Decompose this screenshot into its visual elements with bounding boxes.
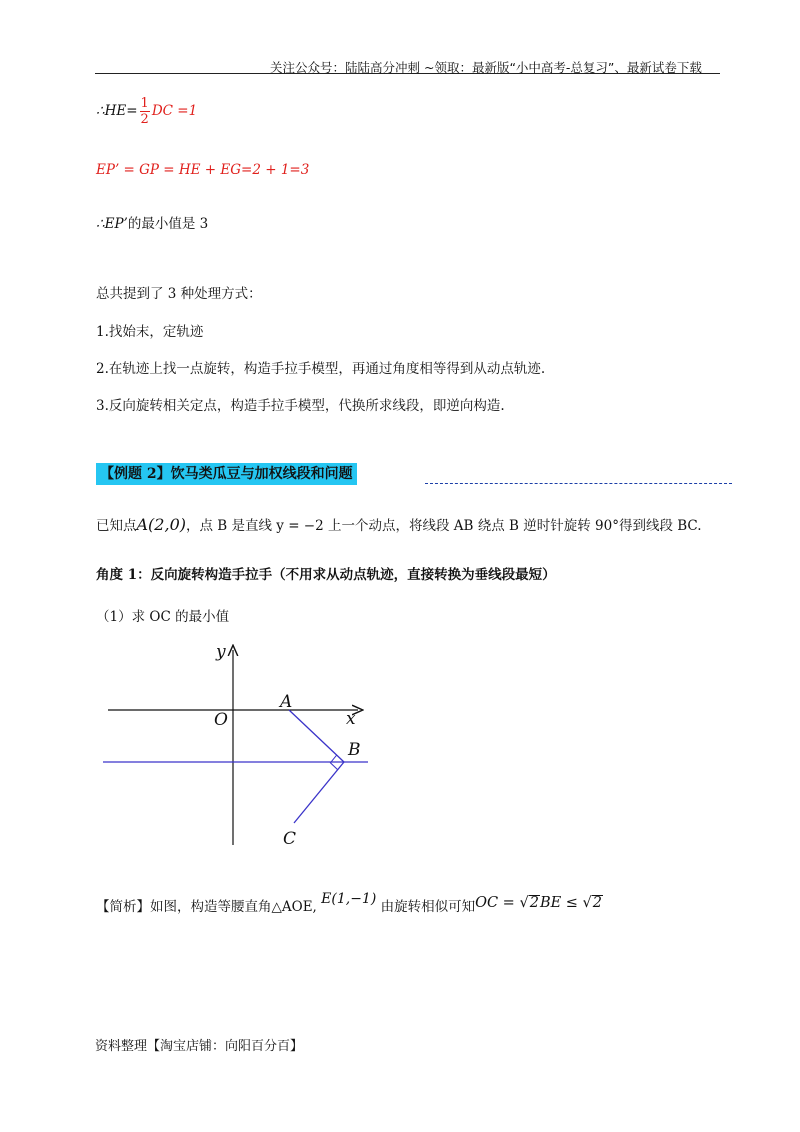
sqrt-2-first: 2	[529, 895, 539, 911]
analysis-line	[96, 891, 603, 915]
page-header: 关注公众号：陆陆高分冲刺 ~领取：最新版“小中高考-总复习”、最新试卷下载	[270, 60, 702, 75]
fraction-denominator: 2	[140, 112, 149, 127]
min-rest: 的最小值是 3	[127, 216, 209, 232]
he-rest: DC =1	[151, 103, 198, 119]
label-b: B	[348, 740, 361, 760]
point-e-coord: E(1,−1)	[321, 891, 377, 907]
summary-item-2: 2.在轨迹上找一点旋转，构造手拉手模型，再通过角度相等得到从动点轨迹.	[96, 361, 546, 377]
summary-intro: 总共提到了 3 种处理方式：	[96, 286, 262, 302]
sqrt-2-second: 2	[592, 895, 603, 911]
he-prefix: ∴HE=	[96, 103, 138, 119]
formula-part-be: BE ≤	[539, 895, 578, 911]
point-a-coord: A(2,0)	[136, 515, 186, 534]
label-x: x	[346, 709, 356, 729]
ep-equation: EP’ = GP = HE + EG=2 + 1=3	[96, 162, 310, 178]
problem-text-b: ，点 B 是直线 y = −2 上一个动点，将线段 AB 绕点 B 逆时针旋转 90°得到线段 BC.	[185, 518, 702, 534]
fraction-numerator: 1	[140, 96, 149, 111]
label-o: O	[214, 710, 228, 730]
formula-part-oc: OC =	[475, 895, 515, 911]
summary-item-1: 1.找始末，定轨迹	[96, 324, 204, 340]
analysis-prefix: 【简析】如图，构造等腰直角△AOE,	[96, 899, 317, 915]
min-prefix: ∴EP’	[96, 216, 128, 232]
label-y: y	[216, 642, 226, 662]
problem-text-a: 已知点	[96, 518, 137, 534]
label-c: C	[283, 829, 297, 849]
analysis-mid: 由旋转相似可知	[380, 899, 476, 915]
segment-ab	[289, 710, 344, 762]
segment-bc	[294, 762, 344, 823]
page-footer: 资料整理【淘宝店铺：向阳百分百】	[95, 1039, 304, 1054]
angle-heading: 角度 1：反向旋转构造手拉手（不用求从动点轨迹，直接转换为垂线段最短）	[96, 567, 556, 583]
label-a: A	[280, 692, 293, 712]
question-1: （1）求 OC 的最小值	[96, 609, 230, 625]
analysis-formula: OC = √2BE ≤ √2	[475, 895, 603, 911]
example-title: 【例题 2】饮马类瓜豆与加权线段和问题	[96, 463, 357, 485]
summary-item-3: 3.反向旋转相关定点，构造手拉手模型，代换所求线段，即逆向构造.	[96, 398, 505, 414]
